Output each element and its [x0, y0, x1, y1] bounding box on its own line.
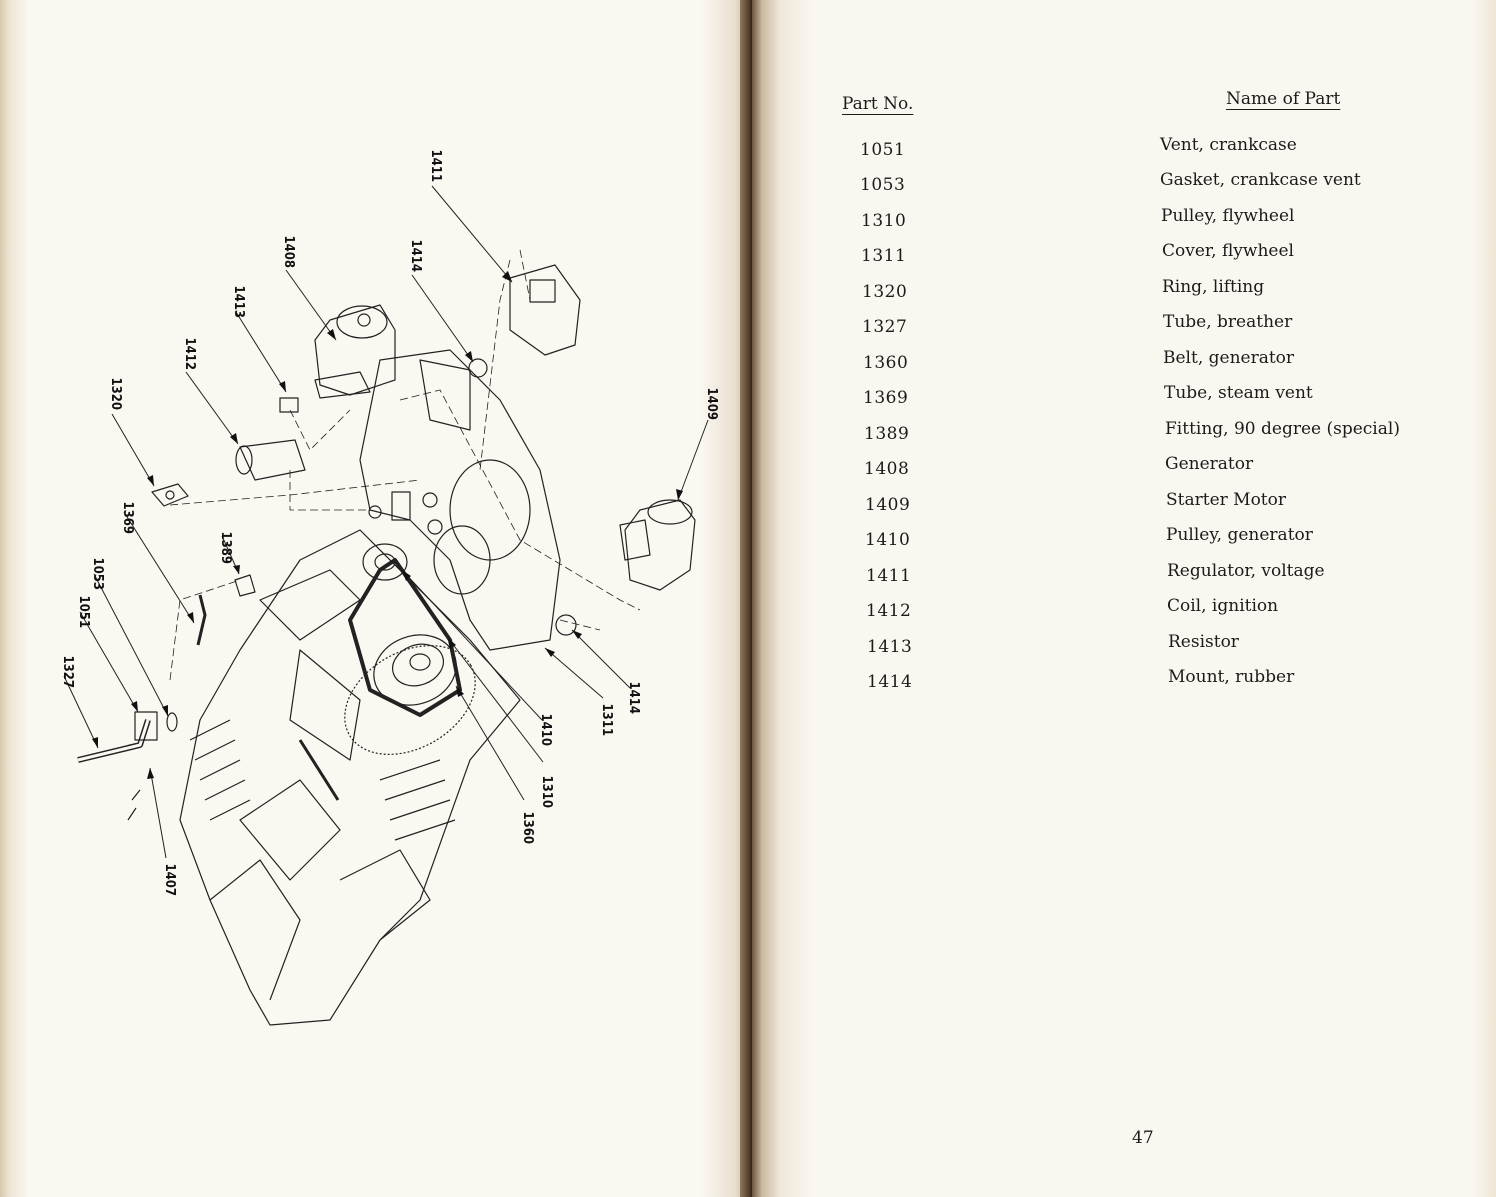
part-name: Coil, ignition [1167, 596, 1279, 616]
part-name: Belt, generator [1163, 348, 1295, 368]
table-row [752, 348, 1496, 383]
table-row [752, 667, 1496, 702]
callout-1414-bottom: 1414 [626, 681, 641, 714]
part-name: Generator [1165, 454, 1254, 474]
callout-1311: 1311 [599, 703, 614, 736]
engine-block-outline [180, 530, 520, 1025]
callout-1369: 1369 [120, 501, 135, 534]
callout-1410: 1410 [538, 713, 553, 746]
part-name: Pulley, generator [1166, 525, 1313, 545]
table-row [752, 419, 1496, 454]
steam-vent-tube [198, 595, 205, 645]
callout-1310: 1310 [539, 775, 554, 808]
callout-1389: 1389 [218, 531, 233, 564]
part-number: 1414 [867, 672, 913, 692]
part-number: 1311 [861, 246, 907, 266]
part-number: 1408 [864, 459, 910, 479]
callout-1411: 1411 [428, 149, 443, 182]
part-number: 1360 [863, 353, 909, 373]
generator-pulley [363, 544, 407, 580]
cylinder-fins [190, 720, 250, 820]
part-name: Starter Motor [1166, 490, 1286, 510]
part-name: Ring, lifting [1162, 277, 1265, 297]
table-row [752, 383, 1496, 418]
part-name: Resistor [1168, 632, 1239, 652]
flywheel-pulley [364, 624, 466, 717]
fitting-90 [235, 575, 255, 596]
callout-1053: 1053 [90, 557, 105, 590]
rubber-mount-bottom [556, 615, 576, 635]
part-name: Vent, crankcase [1160, 135, 1297, 155]
part-number: 1411 [866, 566, 912, 586]
part-number: 1410 [865, 530, 911, 550]
part-name: Gasket, crankcase vent [1160, 170, 1361, 190]
table-row [752, 490, 1496, 525]
part-number: 1310 [861, 211, 907, 231]
part-number: 1389 [864, 424, 910, 444]
callout-1409: 1409 [704, 387, 719, 420]
lifting-ring [152, 484, 188, 506]
starter-motor [625, 500, 695, 590]
parts-table [752, 0, 1496, 1197]
callout-1360: 1360 [520, 811, 535, 844]
part-number: 1409 [865, 495, 911, 515]
table-row [752, 596, 1496, 631]
table-row [752, 241, 1496, 276]
part-name: Fitting, 90 degree (special) [1165, 419, 1400, 439]
part-number: 1369 [863, 388, 909, 408]
part-number: 1051 [860, 140, 906, 160]
cover-opening [450, 460, 530, 560]
table-row [752, 561, 1496, 596]
page-number: 47 [1132, 1128, 1154, 1148]
table-row [752, 632, 1496, 667]
table-row [752, 170, 1496, 205]
voltage-regulator [510, 265, 580, 355]
table-row [752, 454, 1496, 489]
table-row [752, 525, 1496, 560]
part-number: 1327 [862, 317, 908, 337]
table-row [752, 277, 1496, 312]
generator-body [315, 305, 395, 395]
header-name-of-part: Name of Part [1226, 89, 1341, 109]
ignition-coil [240, 440, 305, 480]
header-part-no: Part No. [842, 94, 914, 114]
part-number: 1413 [867, 637, 913, 657]
crankcase-vent-gasket [167, 713, 177, 731]
part-number: 1320 [862, 282, 908, 302]
part-name: Cover, flywheel [1162, 241, 1294, 261]
table-row [752, 312, 1496, 347]
table-row [752, 135, 1496, 170]
callout-1412: 1412 [182, 337, 197, 370]
table-row [752, 206, 1496, 241]
right-page-parts-list [752, 0, 1496, 1197]
part-name: Pulley, flywheel [1161, 206, 1295, 226]
callout-1327: 1327 [60, 655, 75, 688]
callout-1320: 1320 [108, 377, 123, 410]
part-name: Regulator, voltage [1167, 561, 1325, 581]
callout-1051: 1051 [76, 595, 91, 628]
engine-top-plate [260, 570, 360, 640]
callout-1408: 1408 [281, 235, 296, 268]
callout-1414-top: 1414 [408, 239, 423, 272]
rubber-mount-top [469, 359, 487, 377]
part-name: Tube, breather [1163, 312, 1293, 332]
part-name: Tube, steam vent [1164, 383, 1313, 403]
flywheel-cover [360, 350, 560, 650]
callout-1413: 1413 [231, 285, 246, 318]
callout-1407: 1407 [162, 863, 177, 896]
resistor [280, 398, 298, 412]
part-number: 1412 [866, 601, 912, 621]
part-name: Mount, rubber [1168, 667, 1295, 687]
part-number: 1053 [860, 175, 906, 195]
